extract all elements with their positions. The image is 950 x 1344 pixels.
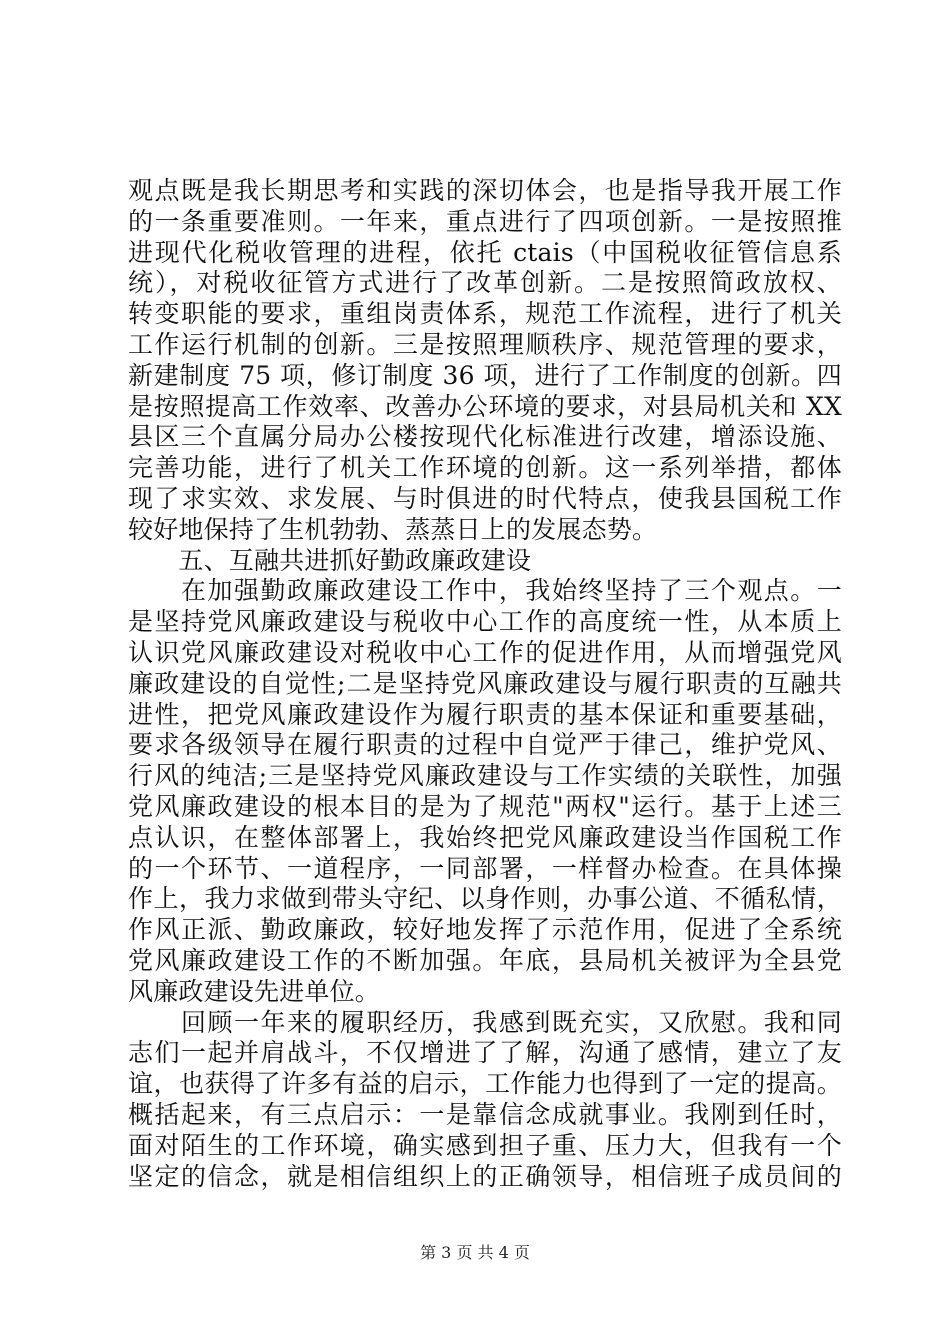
text-line: 工作运行机制的创新。三是按照理顺秩序、规范管理的要求， <box>128 329 842 359</box>
text-line: 作风正派、勤政廉政，较好地发挥了示范作用，促进了全系统 <box>128 915 842 945</box>
text-line: 点认识，在整体部署上，我始终把党风廉政建设当作国税工作 <box>128 822 842 852</box>
text-line: 县区三个直属分局办公楼按现代化标准进行改建，增添设施、 <box>128 422 842 452</box>
text-line: 现了求实效、求发展、与时俱进的时代特点，使我县国税工作 <box>128 483 842 513</box>
text-line: 党风廉政建设工作的不断加强。年底，县局机关被评为全县党 <box>128 945 842 975</box>
text-line: 认识党风廉政建设对税收中心工作的促进作用，从而增强党风 <box>128 637 842 667</box>
text-line: 回顾一年来的履职经历，我感到既充实，又欣慰。我和同 <box>128 1007 842 1037</box>
text-line: 进性，把党风廉政建设作为履行职责的基本保证和重要基础， <box>128 699 842 729</box>
text-line: 党风廉政建设的根本目的是为了规范"两权"运行。基于上述三 <box>128 791 842 821</box>
section-heading: 五、互融共进抓好勤政廉政建设 <box>128 545 532 575</box>
text-line: 志们一起并肩战斗，不仅增进了了解，沟通了感情，建立了友 <box>128 1038 842 1068</box>
text-line: 行风的纯洁;三是坚持党风廉政建设与工作实绩的关联性，加强 <box>128 761 842 791</box>
text-line: 概括起来，有三点启示：一是靠信念成就事业。我刚到任时， <box>128 1099 842 1129</box>
text-line: 坚定的信念，就是相信组织上的正确领导，相信班子成员间的 <box>128 1161 842 1191</box>
text-line: 的一个环节、一道程序，一同部署，一样督办检查。在具体操 <box>128 853 842 883</box>
paragraph-end-line: 风廉政建设先进单位。 <box>128 976 381 1006</box>
text-line: 要求各级领导在履行职责的过程中自觉严于律己，维护党风、 <box>128 730 842 760</box>
text-line: 进现代化税收管理的进程，依托 ctais（中国税收征管信息系 <box>128 237 842 267</box>
text-line: 新建制度 75 项，修订制度 36 项，进行了工作制度的创新。四 <box>128 360 842 390</box>
text-line: 完善功能，进行了机关工作环境的创新。这一系列举措，都体 <box>128 453 842 483</box>
text-line: 作上，我力求做到带头守纪、以身作则，办事公道、不循私情， <box>128 884 842 914</box>
text-line: 面对陌生的工作环境，确实感到担子重、压力大，但我有一个 <box>128 1130 842 1160</box>
page-footer: 第 3 页 共 4 页 <box>420 1243 530 1262</box>
text-line: 是坚持党风廉政建设与税收中心工作的高度统一性，从本质上 <box>128 607 842 637</box>
text-line: 观点既是我长期思考和实践的深切体会，也是指导我开展工作 <box>128 176 842 205</box>
body-text <box>128 176 842 1192</box>
text-line: 是按照提高工作效率、改善办公环境的要求，对县局机关和 XX <box>128 391 842 421</box>
text-line: 统），对税收征管方式进行了改革创新。二是按照简政放权、 <box>128 268 842 298</box>
text-line: 的一条重要准则。一年来，重点进行了四项创新。一是按照推 <box>128 206 842 236</box>
text-line: 在加强勤政廉政建设工作中，我始终坚持了三个观点。一 <box>128 576 842 606</box>
paragraph-end-line: 较好地保持了生机勃勃、蒸蒸日上的发展态势。 <box>128 514 658 544</box>
text-line: 转变职能的要求，重组岗责体系，规范工作流程，进行了机关 <box>128 299 842 329</box>
text-line: 廉政建设的自觉性;二是坚持党风廉政建设与履行职责的互融共 <box>128 668 842 698</box>
text-line: 谊，也获得了许多有益的启示，工作能力也得到了一定的提高。 <box>128 1069 842 1099</box>
